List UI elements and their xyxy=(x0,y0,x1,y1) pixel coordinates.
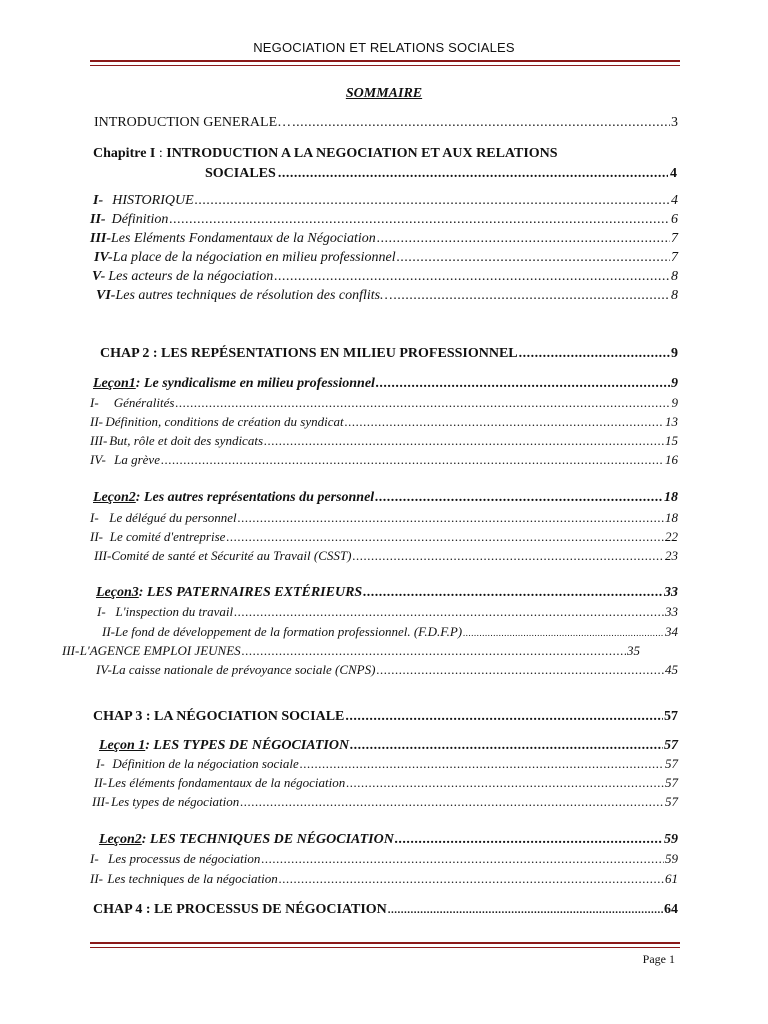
lesson-page: 9 xyxy=(671,376,678,391)
toc-leader-dots xyxy=(363,584,663,602)
toc-item xyxy=(90,850,678,868)
toc-leader-dots xyxy=(195,192,670,210)
toc-item-page: 45 xyxy=(665,662,678,677)
toc-item-page: 4 xyxy=(671,193,678,208)
toc-chapter-2 xyxy=(100,345,678,363)
toc-entry-intro xyxy=(94,114,678,132)
toc-lesson-2-1 xyxy=(93,375,678,393)
lesson-prefix: Leçon 1 xyxy=(99,738,146,753)
toc-item-label: Les autres techniques de résolution des conflits… xyxy=(115,288,393,303)
toc-item-label: Comité de santé et Sécurité au Travail (CSST) xyxy=(111,548,352,563)
toc-leader-dots xyxy=(226,528,664,546)
header-rule-thick xyxy=(90,60,680,62)
toc-item-page: 34 xyxy=(665,624,678,639)
chapter-3-title: CHAP 3 : LA NÉGOCIATION SOCIALE xyxy=(93,709,345,724)
toc-item-number: II- xyxy=(94,775,107,790)
toc-item xyxy=(94,774,678,792)
toc-item xyxy=(90,870,678,888)
toc-item-label: But, rôle et doit des syndicats xyxy=(109,433,263,448)
toc-leader-dots xyxy=(397,249,670,267)
toc-leader-dots xyxy=(300,755,664,773)
toc-item-number: I- xyxy=(93,193,104,208)
toc-leader-dots xyxy=(375,489,663,507)
toc-item-number: V- xyxy=(92,269,106,284)
toc-item xyxy=(90,451,678,469)
toc-item xyxy=(96,287,678,305)
toc-item-number: II- xyxy=(90,212,106,227)
toc-leader-dots xyxy=(169,211,670,229)
toc-leader-dots xyxy=(376,375,670,393)
toc-item-number: II- xyxy=(90,414,103,429)
toc-chapter-4 xyxy=(93,901,678,919)
toc-leader-dots xyxy=(463,624,664,642)
toc-leader-dots xyxy=(345,413,664,431)
lesson-title: : Les autres représentations du personnel xyxy=(135,490,375,505)
toc-item xyxy=(90,211,678,229)
toc-entry-label: INTRODUCTION GENERALE… xyxy=(94,115,292,130)
toc-item-label: Le comité d'entreprise xyxy=(109,529,226,544)
toc-leader-dots xyxy=(278,164,668,183)
lesson-page: 59 xyxy=(664,832,678,847)
toc-item-number: III- xyxy=(90,231,112,246)
toc-item-number: VI- xyxy=(96,288,116,303)
toc-leader-dots xyxy=(395,831,663,849)
toc-leader-dots xyxy=(345,708,663,726)
toc-item-label: L'AGENCE EMPLOI JEUNES xyxy=(79,643,241,658)
toc-item-number: I- xyxy=(90,851,99,866)
toc-lesson-2-3 xyxy=(96,584,678,602)
toc-item-number: IV- xyxy=(96,662,112,677)
chapter-1-title-line1: INTRODUCTION A LA NEGOCIATION ET AUX RELATIONS xyxy=(166,146,558,161)
toc-item-page: 13 xyxy=(665,414,678,429)
toc-item xyxy=(92,793,678,811)
toc-leader-dots xyxy=(377,230,670,248)
toc-item-label: Définition xyxy=(111,212,169,227)
chapter-1-page: 4 xyxy=(670,166,677,181)
toc-leader-dots xyxy=(242,642,626,660)
chapter-4-title: CHAP 4 : LE PROCESSUS DE NÉGOCIATION xyxy=(93,902,387,917)
lesson-title: : LES TYPES DE NÉGOCIATION xyxy=(145,738,350,753)
chapter-1-title-line2: SOCIALES xyxy=(205,166,276,181)
chapter-1-sep: : xyxy=(155,146,167,161)
header-rule-thin xyxy=(90,65,680,66)
toc-chapter-1 xyxy=(93,144,677,183)
toc-item-page: 16 xyxy=(665,452,678,467)
toc-item-number: I- xyxy=(90,395,99,410)
lesson-prefix: Leçon2 xyxy=(99,832,142,847)
toc-item-label: Les éléments fondamentaux de la négociation xyxy=(108,775,346,790)
toc-item xyxy=(90,394,678,412)
toc-item-page: 33 xyxy=(665,604,678,619)
toc-item-page: 57 xyxy=(665,794,678,809)
toc-item-number: III- xyxy=(94,548,112,563)
toc-item-label: Les acteurs de la négociation xyxy=(108,269,274,284)
lesson-page: 33 xyxy=(664,585,678,600)
toc-item xyxy=(94,547,678,565)
toc-leader-dots xyxy=(394,287,670,305)
toc-item xyxy=(90,230,678,248)
toc-item-page: 61 xyxy=(665,871,678,886)
toc-leader-dots xyxy=(352,547,664,565)
toc-item-label: HISTORIQUE xyxy=(112,193,194,208)
page-number: Page 1 xyxy=(642,952,675,966)
toc-item-page: 8 xyxy=(671,288,678,303)
toc-item-page: 15 xyxy=(665,433,678,448)
toc-item-label: La place de la négociation en milieu professionnel xyxy=(112,250,396,265)
toc-item xyxy=(62,642,640,660)
toc-entry-page: 3 xyxy=(671,115,678,130)
toc-item-number: I- xyxy=(90,510,99,525)
toc-item-label: La grève xyxy=(114,452,160,467)
chapter-3-page: 57 xyxy=(664,709,678,724)
chapter-1-prefix: Chapitre I xyxy=(93,146,156,161)
toc-leader-dots xyxy=(376,661,664,679)
toc-item xyxy=(90,509,678,527)
toc-item-label: Définition de la négociation sociale xyxy=(112,756,299,771)
toc-leader-dots xyxy=(279,870,664,888)
toc-item-label: L'inspection du travail xyxy=(115,604,234,619)
toc-leader-dots xyxy=(161,451,664,469)
toc-item-page: 8 xyxy=(671,269,678,284)
page-header-title: NEGOCIATION ET RELATIONS SOCIALES xyxy=(253,40,515,55)
toc-item xyxy=(94,249,678,267)
toc-item-page: 22 xyxy=(665,529,678,544)
toc-item-label: Les types de négociation xyxy=(111,794,240,809)
toc-item xyxy=(90,432,678,450)
toc-lesson-3-1 xyxy=(99,737,678,755)
toc-item-number: III- xyxy=(62,643,80,658)
toc-leader-dots xyxy=(274,268,670,286)
toc-item xyxy=(90,528,678,546)
lesson-page: 57 xyxy=(664,738,678,753)
toc-item-number: II- xyxy=(102,624,115,639)
lesson-title: : LES TECHNIQUES DE NÉGOCIATION xyxy=(141,832,394,847)
toc-item-number: II- xyxy=(90,871,103,886)
chapter-4-page: 64 xyxy=(664,902,678,917)
lesson-prefix: Leçon1 xyxy=(93,376,136,391)
toc-item-page: 57 xyxy=(665,775,678,790)
toc-item-page: 7 xyxy=(671,250,678,265)
toc-chapter-3 xyxy=(93,708,678,726)
toc-item xyxy=(90,413,678,431)
toc-item-label: La caisse nationale de prévoyance sociale (CNPS) xyxy=(111,662,376,677)
toc-leader-dots xyxy=(238,509,664,527)
toc-lesson-3-2 xyxy=(99,831,678,849)
toc-leader-dots xyxy=(175,394,670,412)
toc-item-page: 59 xyxy=(665,851,678,866)
toc-item xyxy=(96,661,678,679)
lesson-title: : LES PATERNAIRES EXTÉRIEURS xyxy=(138,585,363,600)
toc-item-label: Définition, conditions de création du syndicat xyxy=(105,414,344,429)
toc-item-label: Le fond de développement de la formation professionnel. (F.D.F.P) xyxy=(115,624,463,639)
toc-leader-dots xyxy=(519,345,670,363)
toc-item-label: Les techniques de la négociation xyxy=(107,871,278,886)
toc-item-label: Généralités xyxy=(113,395,175,410)
toc-item xyxy=(102,623,678,642)
lesson-prefix: Leçon2 xyxy=(93,490,136,505)
toc-item xyxy=(97,603,678,621)
toc-leader-dots xyxy=(234,603,664,621)
lesson-page: 18 xyxy=(664,490,678,505)
toc-item-label: Les processus de négociation xyxy=(108,851,261,866)
toc-title: SOMMAIRE xyxy=(345,86,423,101)
toc-lesson-2-2 xyxy=(93,489,678,507)
toc-item-number: IV- xyxy=(94,250,113,265)
toc-item-label: Le délégué du personnel xyxy=(109,510,237,525)
toc-item-number: III- xyxy=(92,794,110,809)
toc-item-number: I- xyxy=(97,604,106,619)
toc-leader-dots xyxy=(292,114,670,132)
toc-item-page: 57 xyxy=(665,756,678,771)
toc-item-number: I- xyxy=(96,756,105,771)
toc-item-number: IV- xyxy=(90,452,106,467)
toc-leader-dots xyxy=(261,850,664,868)
toc-leader-dots xyxy=(264,432,664,450)
toc-item xyxy=(93,192,678,210)
toc-item-page: 18 xyxy=(665,510,678,525)
toc-leader-dots xyxy=(346,774,664,792)
toc-item-page: 9 xyxy=(671,395,678,410)
toc-leader-dots xyxy=(240,793,664,811)
footer-rule-thin xyxy=(90,947,680,948)
toc-item xyxy=(92,268,678,286)
footer-rule-thick xyxy=(90,942,680,944)
toc-item-number: III- xyxy=(90,433,108,448)
chapter-2-title: CHAP 2 : LES REPÉSENTATIONS EN MILIEU PROFESSIONNEL xyxy=(100,346,518,361)
toc-item-label: Les Eléments Fondamentaux de la Négociation xyxy=(111,231,376,246)
toc-leader-dots xyxy=(388,901,663,919)
toc-item-page: 6 xyxy=(671,212,678,227)
toc-item xyxy=(96,755,678,773)
lesson-prefix: Leçon3 xyxy=(96,585,139,600)
toc-item-page: 23 xyxy=(665,548,678,563)
toc-item-page: 7 xyxy=(671,231,678,246)
chapter-2-page: 9 xyxy=(671,346,678,361)
lesson-title: : Le syndicalisme en milieu professionnel xyxy=(135,376,375,391)
toc-item-page: 35 xyxy=(627,643,640,658)
toc-item-number: II- xyxy=(90,529,103,544)
toc-leader-dots xyxy=(350,737,663,755)
